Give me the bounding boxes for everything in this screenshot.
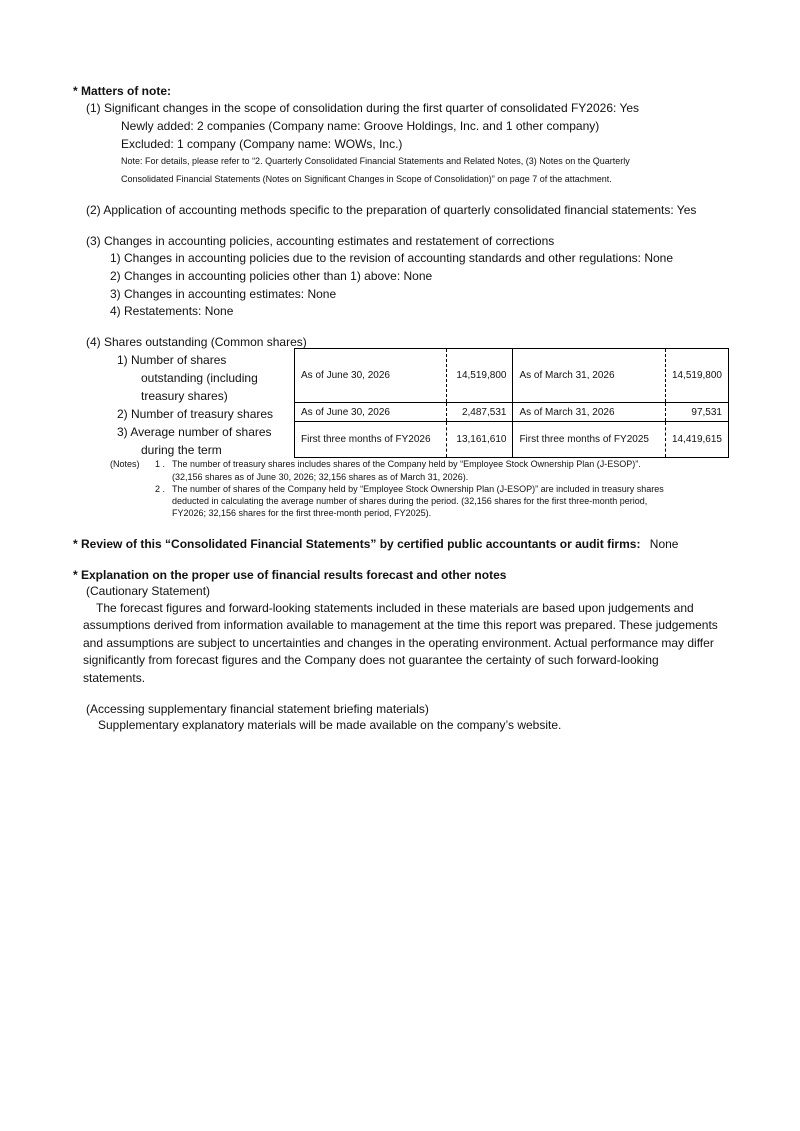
period-cell: As of June 30, 2026 [295,349,447,403]
policy-change-3: 3) Changes in accounting estimates: None [110,287,337,301]
cautionary-line4: significantly from forecast figures and the Company does not guarantee the certainty of such forward-looking [83,653,659,667]
value-cell: 14,419,615 [665,422,728,458]
period-cell: First three months of FY2026 [295,422,447,458]
policy-change-4: 4) Restatements: None [110,304,234,318]
review-value: None [649,537,679,551]
forecast-heading: * Explanation on the proper use of financial results forecast and other notes [73,568,507,582]
value-cell: 97,531 [665,403,728,422]
cautionary-line5: statements. [83,671,146,685]
policy-change-1: 1) Changes in accounting policies due to the revision of accounting standards and other regulations: None [110,251,674,265]
period-cell: First three months of FY2025 [513,422,665,458]
notes-label: (Notes) [110,459,140,469]
access-text: Supplementary explanatory materials will be made available on the company’s website. [98,718,562,732]
shares-label-1-line2: outstanding (including [141,371,258,385]
shares-label-1-line1: 1) Number of shares [117,353,227,367]
period-cell: As of March 31, 2026 [513,403,665,422]
shares-label-1-line3: treasury shares) [141,389,228,403]
shares-label-3-line2: during the term [141,443,222,457]
policy-changes-title: (3) Changes in accounting policies, accounting estimates and restatement of corrections [86,234,555,248]
newly-added-text: Newly added: 2 companies (Company name: Groove Holdings, Inc. and 1 other company) [121,119,600,133]
shares-label-2: 2) Number of treasury shares [117,407,274,421]
period-cell: As of March 31, 2026 [513,349,665,403]
table-row [295,349,729,403]
table-row [295,403,729,422]
cautionary-line2: assumptions derived from information available to management at the time this report was prepared. These judgements [83,618,718,632]
cautionary-line3: and assumptions are subject to uncertainties and changes in the operating environment. Actual performance may differ [83,636,714,650]
table-row [295,422,729,458]
value-cell: 13,161,610 [447,422,513,458]
period-cell: As of June 30, 2026 [295,403,447,422]
value-cell: 14,519,800 [447,349,513,403]
scope-change-title: (1) Significant changes in the scope of consolidation during the first quarter of consolidated FY2026: Yes [86,101,640,115]
review-heading: * Review of this “Consolidated Financial Statements” by certified public accountants or audit firms: [73,537,641,551]
note2-line3: FY2026; 32,156 shares for the first three-month period, FY2025). [172,508,432,518]
accounting-methods-text: (2) Application of accounting methods specific to the preparation of quarterly consolidated financial statements: Yes [86,203,697,217]
shares-label-3-line1: 3) Average number of shares [117,425,272,439]
note2-number: 2 . [155,484,166,494]
scope-note-line2: Consolidated Financial Statements (Notes on Significant Changes in Scope of Consolidation)” on page 7 of the attachment. [121,174,612,184]
cautionary-title: (Cautionary Statement) [86,584,211,598]
scope-note-line1: Note: For details, please refer to “2. Quarterly Consolidated Financial Statements and Related Notes, (3) Notes on the Quarterly [121,156,630,166]
cautionary-line1: The forecast figures and forward-looking statements included in these materials are based upon judgements and [96,601,694,615]
note1-line2: (32,156 shares as of June 30, 2026; 32,156 shares as of March 31, 2026). [172,472,469,482]
matters-heading: * Matters of note: [73,84,172,98]
access-title: (Accessing supplementary financial statement briefing materials) [86,702,429,716]
note1-line1: The number of treasury shares includes shares of the Company held by “Employee Stock Ownership Plan (J-ESOP)”. [172,459,641,469]
value-cell: 2,487,531 [447,403,513,422]
note2-line2: deducted in calculating the average number of shares during the period. (32,156 shares for the first three-month period, [172,496,648,506]
excluded-text: Excluded: 1 company (Company name: WOWs, Inc.) [121,137,403,151]
note2-line1: The number of shares of the Company held by “Employee Stock Ownership Plan (J-ESOP)” are included in treasury shares [172,484,664,494]
value-cell: 14,519,800 [665,349,728,403]
policy-change-2: 2) Changes in accounting policies other than 1) above: None [110,269,433,283]
note1-number: 1 . [155,459,166,469]
review-line [73,537,678,551]
shares-outstanding-title: (4) Shares outstanding (Common shares) [86,335,307,349]
shares-table [294,348,729,458]
